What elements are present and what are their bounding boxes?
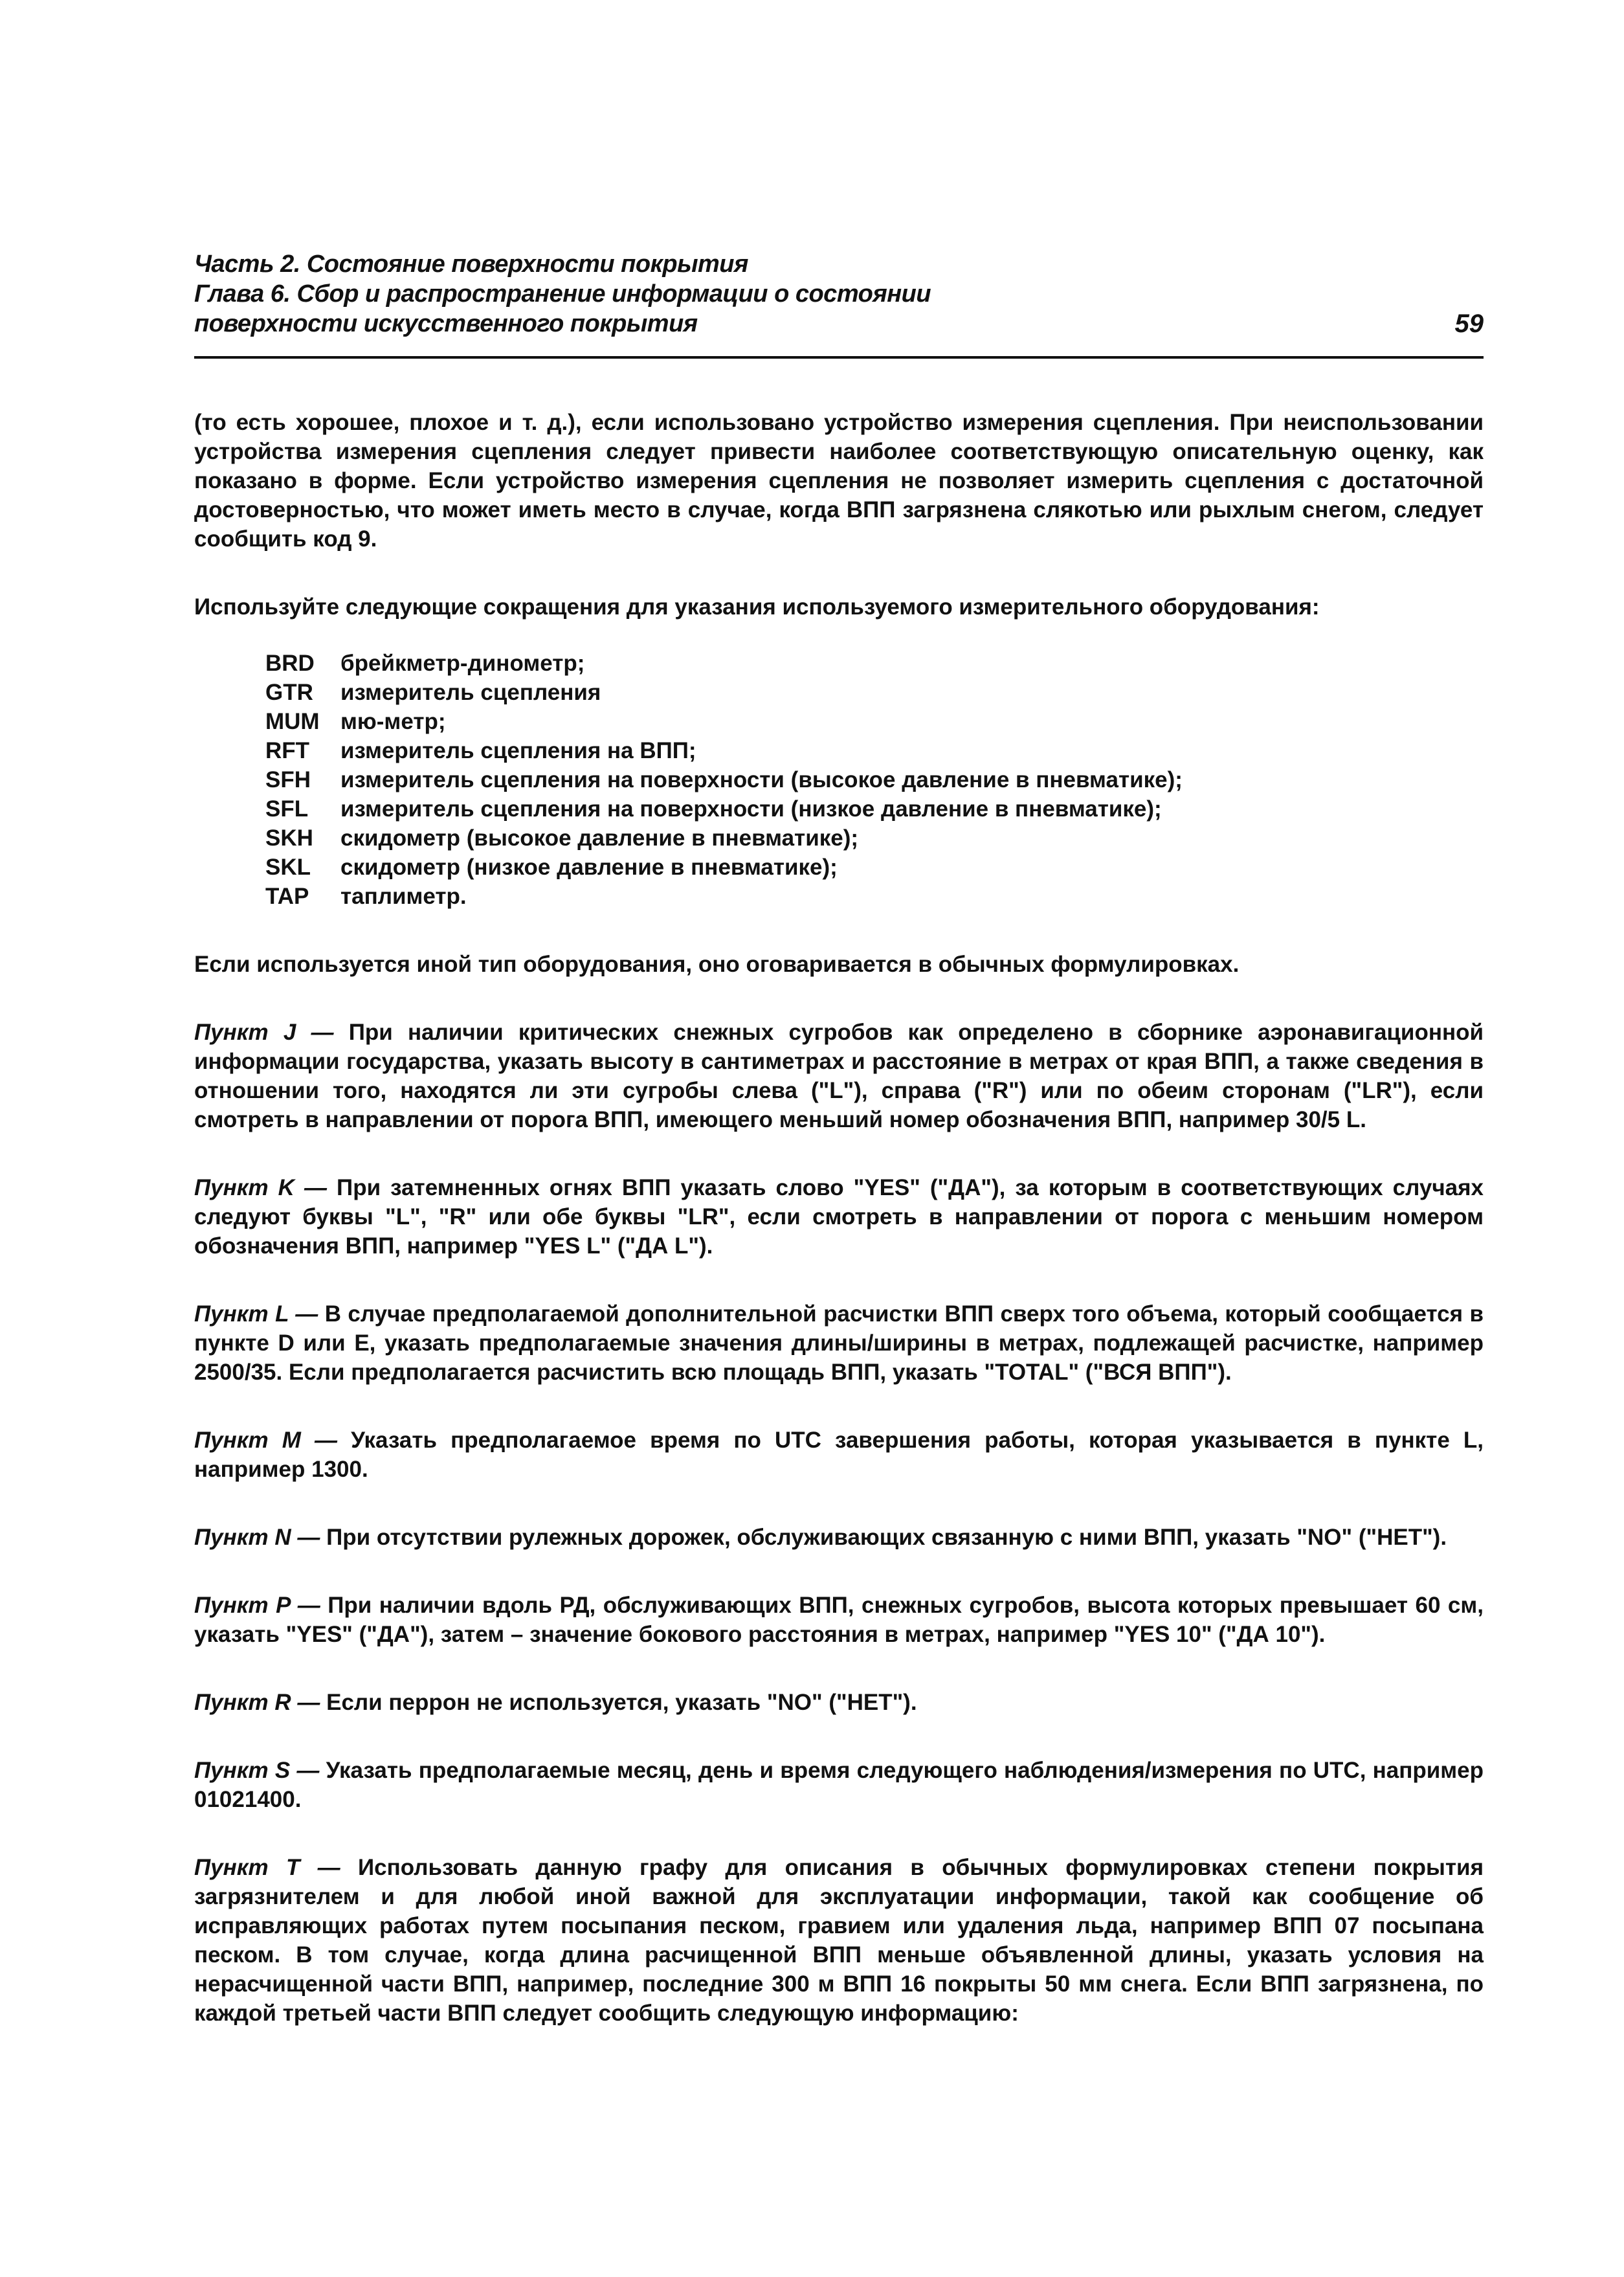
item-text: При наличии вдоль РД, обслуживающих ВПП, снежных сугробов, высота которых превышает 60 см, указать "YES" ("ДА"), затем – значение бокового расстояния в метрах, например "YES 10" ("ДА 10"). bbox=[194, 1593, 1484, 1647]
abbr-code: SKL bbox=[265, 855, 311, 880]
abbreviation-row bbox=[265, 649, 1484, 678]
abbr-desc: измеритель сцепления на ВПП; bbox=[340, 738, 696, 763]
abbr-desc: измеритель сцепления на поверхности (низкое давление в пневматике); bbox=[340, 796, 1162, 822]
item-label: Пункт S — bbox=[194, 1758, 320, 1783]
page-header bbox=[194, 249, 1484, 339]
abbreviation-row bbox=[265, 824, 1484, 853]
abbr-desc: измеритель сцепления bbox=[340, 680, 601, 705]
header-rule bbox=[194, 356, 1484, 359]
item-text: Если перрон не используется, указать "NO" ("НЕТ"). bbox=[320, 1690, 917, 1715]
item-label: Пункт K — bbox=[194, 1175, 328, 1200]
abbr-code: RFT bbox=[265, 738, 310, 763]
item-m-paragraph bbox=[194, 1426, 1484, 1484]
item-j-paragraph bbox=[194, 1018, 1484, 1134]
item-text: Указать предполагаемые месяц, день и время следующего наблюдения/измерения по UTC, например 01021400. bbox=[194, 1758, 1484, 1812]
abbr-code: SFL bbox=[265, 796, 309, 822]
item-t-paragraph bbox=[194, 1853, 1484, 2028]
abbr-desc: таплиметр. bbox=[340, 884, 467, 909]
item-label: Пункт J — bbox=[194, 1020, 334, 1045]
abbr-code: BRD bbox=[265, 651, 315, 676]
abbreviation-row bbox=[265, 736, 1484, 765]
page-content bbox=[194, 408, 1484, 2028]
abbr-desc: скидометр (высокое давление в пневматике); bbox=[340, 825, 859, 851]
item-label: Пункт L — bbox=[194, 1301, 318, 1327]
item-r-paragraph bbox=[194, 1688, 1484, 1717]
abbr-code: MUM bbox=[265, 709, 320, 734]
intro-paragraph: (то есть хорошее, плохое и т. д.), если использовано устройство измерения сцепления. При неиспользовании устройства измерения сцепления следует привести наиболее соответствующую описательную оценку, как показано в форме. Если устройство измерения сцепления не позволяет измерить сцепления с достаточной достоверностью, что может иметь место в случае, когда ВПП загрязнена слякотью или рыхлым снегом, следует сообщить код 9. bbox=[194, 410, 1484, 552]
abbreviation-row bbox=[265, 794, 1484, 824]
abbr-code: TAP bbox=[265, 884, 309, 909]
abbreviation-row bbox=[265, 707, 1484, 736]
abbreviation-row bbox=[265, 882, 1484, 911]
item-label: Пункт T — bbox=[194, 1855, 340, 1880]
abbreviation-row bbox=[265, 853, 1484, 882]
abbreviation-row bbox=[265, 765, 1484, 794]
item-n-paragraph bbox=[194, 1523, 1484, 1552]
header-part: Часть 2. Состояние поверхности покрытия bbox=[194, 251, 748, 278]
abbreviation-list bbox=[265, 649, 1484, 911]
item-p-paragraph bbox=[194, 1591, 1484, 1649]
item-s-paragraph bbox=[194, 1756, 1484, 1814]
abbr-desc: измеритель сцепления на поверхности (высокое давление в пневматике); bbox=[340, 767, 1183, 792]
item-label: Пункт P — bbox=[194, 1593, 320, 1618]
item-text: В случае предполагаемой дополнительной расчистки ВПП сверх того объема, который сообщается в пункте D или E, указать предполагаемые значения длины/ширины в метрах, подлежащей расчистке, например 2500/35. Если предполагается расчистить всю площадь ВПП, указать "TOTAL" ("ВСЯ ВПП"). bbox=[194, 1301, 1484, 1385]
abbr-code: SFH bbox=[265, 767, 311, 792]
page-number: 59 bbox=[1454, 309, 1484, 338]
abbreviation-row bbox=[265, 678, 1484, 707]
item-text: При наличии критических снежных сугробов как определено в сборнике аэронавигационной информации государства, указать высоту в сантиметрах и расстояние в метрах от края ВПП, а также сведения в отношении того, находятся ли эти сугробы слева ("L"), справа ("R") или по обеим сторонам ("LR"), если смотреть в направлении от порога ВПП, имеющего меньший номер обозначения ВПП, например 30/5 L. bbox=[194, 1020, 1484, 1132]
header-chapter-cont: поверхности искусственного покрытия bbox=[194, 310, 698, 337]
abbr-code: GTR bbox=[265, 680, 313, 705]
abbr-intro-paragraph: Используйте следующие сокращения для указания используемого измерительного оборудования: bbox=[194, 594, 1320, 620]
item-text: При отсутствии рулежных дорожек, обслуживающих связанную с ними ВПП, указать "NO" ("НЕТ"). bbox=[320, 1525, 1447, 1550]
item-text: Использовать данную графу для описания в обычных формулировках степени покрытия загрязнителем и для любой иной важной для эксплуатации информации, такой как сообщение об исправляющих работах путем посыпания песком, гравием или удаления льда, например ВПП 07 посыпана песком. В том случае, когда длина расчищенной ВПП меньше объявленной длины, указать условия на нерасчищенной части ВПП, например, последние 300 м ВПП 16 покрыты 50 мм снега. Если ВПП загрязнена, по каждой третьей части ВПП следует сообщить следующую информацию: bbox=[194, 1855, 1484, 2026]
abbr-desc: скидометр (низкое давление в пневматике); bbox=[340, 855, 838, 880]
item-text: Указать предполагаемое время по UTC завершения работы, которая указывается в пункте L, например 1300. bbox=[194, 1428, 1484, 1482]
other-equipment-paragraph: Если используется иной тип оборудования, оно оговаривается в обычных формулировках. bbox=[194, 952, 1240, 977]
item-label: Пункт N — bbox=[194, 1525, 320, 1550]
item-l-paragraph bbox=[194, 1299, 1484, 1387]
item-label: Пункт M — bbox=[194, 1428, 337, 1453]
item-k-paragraph bbox=[194, 1173, 1484, 1261]
abbr-code: SKH bbox=[265, 825, 313, 851]
header-chapter: Глава 6. Сбор и распространение информации о состоянии bbox=[194, 280, 931, 308]
abbr-desc: брейкметр-динометр; bbox=[340, 651, 585, 676]
item-text: При затемненных огнях ВПП указать слово "YES" ("ДА"), за которым в соответствующих случаях следуют буквы "L", "R" или обе буквы "LR", если смотреть в направлении от порога с меньшим номером обозначения ВПП, например "YES L" ("ДА L"). bbox=[194, 1175, 1484, 1259]
abbr-desc: мю-метр; bbox=[340, 709, 446, 734]
item-label: Пункт R — bbox=[194, 1690, 320, 1715]
